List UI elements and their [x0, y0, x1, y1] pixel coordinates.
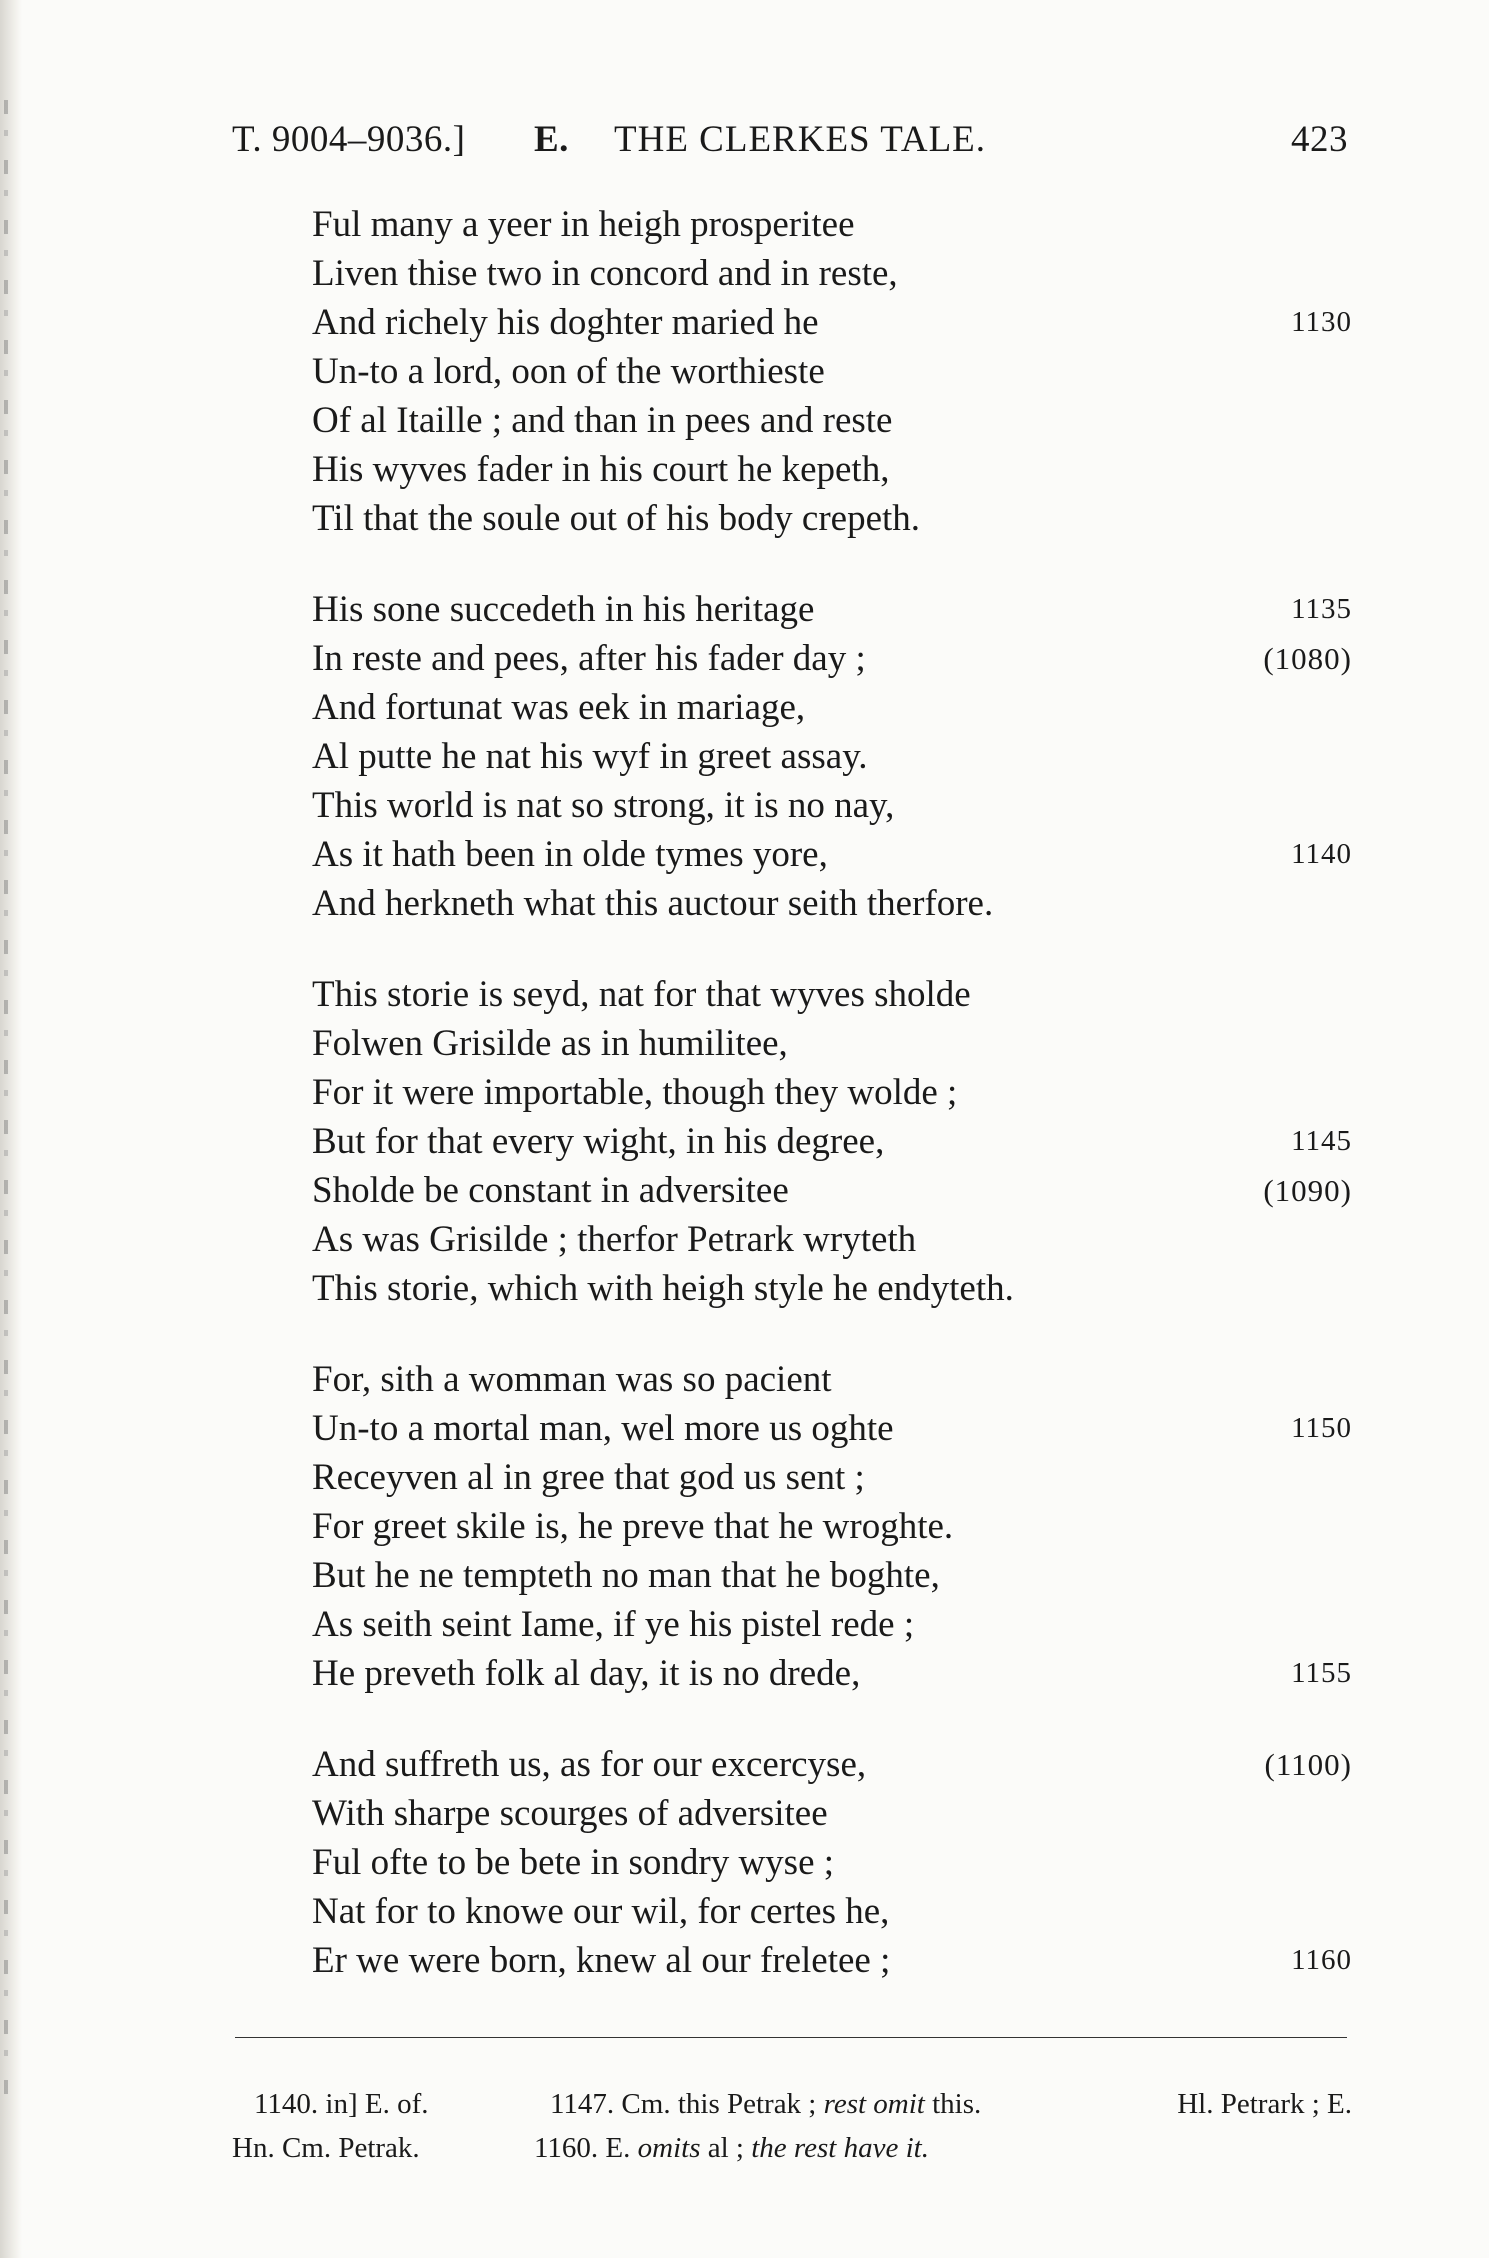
verse-text: As it hath been in olde tymes yore,	[312, 834, 828, 875]
verse-line	[312, 396, 1352, 445]
verse-line	[312, 1887, 1352, 1936]
line-number: (1100)	[1264, 1747, 1352, 1782]
verse-text: And fortunat was eek in mariage,	[312, 687, 806, 728]
verse-line	[312, 781, 1352, 830]
stanza	[312, 585, 1352, 928]
verse-line	[312, 494, 1352, 543]
verse-line	[312, 200, 1352, 249]
verse-text: With sharpe scourges of adversitee	[312, 1793, 828, 1834]
verse-text: Folwen Grisilde as in humilitee,	[312, 1023, 788, 1064]
note-1160-italic-omits: omits	[637, 2132, 701, 2164]
verse-text: Ful ofte to be bete in sondry wyse ;	[312, 1842, 835, 1883]
verse-line	[312, 1166, 1352, 1215]
note-1160-lead: 1160. E.	[534, 2132, 631, 2164]
verse-text: Of al Itaille ; and than in pees and reste	[312, 400, 893, 441]
verse-text: This storie, which with heigh style he endyteth.	[312, 1268, 1014, 1309]
verse-line	[312, 1264, 1352, 1313]
note-1140: 1140. in] E. of.	[254, 2088, 429, 2120]
verse-text: This storie is seyd, nat for that wyves sholde	[312, 974, 971, 1015]
verse-line	[312, 1215, 1352, 1264]
note-1147-hl: Hl. Petrark ; E.	[1177, 2088, 1352, 2120]
verse-text: This world is nat so strong, it is no nay,	[312, 785, 895, 826]
verse-text: But he ne tempteth no man that he boghte,	[312, 1555, 940, 1596]
verse-text: For it were importable, though they wolde ;	[312, 1072, 958, 1113]
line-number: (1090)	[1263, 1173, 1352, 1208]
header-siglum: E.	[534, 119, 569, 160]
verse-text: Al putte he nat his wyf in greet assay.	[312, 736, 868, 777]
line-number: 1155	[1291, 1657, 1352, 1689]
footnotes	[232, 2082, 1352, 2170]
verse-line	[312, 1453, 1352, 1502]
header-title: THE CLERKES TALE.	[614, 119, 987, 160]
line-number: (1080)	[1263, 641, 1352, 676]
verse-text: As was Grisilde ; therfor Petrark wryteth	[312, 1219, 917, 1260]
verse-text: His sone succedeth in his heritage	[312, 589, 815, 630]
verse-text: He preveth folk al day, it is no drede,	[312, 1653, 861, 1694]
footnote-rule	[235, 2037, 1347, 2038]
stanza	[312, 970, 1352, 1313]
verse-text: For greet skile is, he preve that he wroghte.	[312, 1506, 954, 1547]
verse-line	[312, 732, 1352, 781]
note-1160-mid: al ;	[707, 2132, 744, 2164]
verse-line	[312, 1355, 1352, 1404]
verse-text: For, sith a womman was so pacient	[312, 1359, 832, 1400]
verse-line	[312, 1404, 1352, 1453]
footnote-row	[232, 2082, 1352, 2126]
verse-line	[312, 879, 1352, 928]
verse-text: Un-to a lord, oon of the worthieste	[312, 351, 825, 392]
note-1147	[550, 2082, 981, 2126]
stanza	[312, 1355, 1352, 1698]
verse-line	[312, 1740, 1352, 1789]
verse-line	[312, 249, 1352, 298]
verse-text: But for that every wight, in his degree,	[312, 1121, 885, 1162]
verse-text: Ful many a yeer in heigh prosperitee	[312, 204, 855, 245]
verse-line	[312, 347, 1352, 396]
line-number: 1145	[1291, 1125, 1352, 1157]
note-1147-lead: 1147. Cm. this Petrak ;	[550, 2088, 817, 2120]
verse-line	[312, 1789, 1352, 1838]
verse-line	[312, 1838, 1352, 1887]
verse-line	[312, 585, 1352, 634]
verse-line	[312, 1600, 1352, 1649]
verse-text: Til that the soule out of his body crepeth.	[312, 498, 921, 539]
verse-text: And herkneth what this auctour seith therfore.	[312, 883, 994, 924]
verse-line	[312, 1117, 1352, 1166]
line-number: 1160	[1291, 1944, 1352, 1976]
verse-text: Er we were born, knew al our freletee ;	[312, 1940, 891, 1981]
running-header	[232, 118, 1348, 174]
verse-text: Sholde be constant in adversitee	[312, 1170, 789, 1211]
note-1147-italic: rest omit	[823, 2088, 925, 2120]
poem-text	[312, 200, 1352, 2027]
verse-line	[312, 1068, 1352, 1117]
note-1160	[534, 2126, 929, 2170]
verse-text: Receyven al in gree that god us sent ;	[312, 1457, 865, 1498]
verse-line	[312, 634, 1352, 683]
note-1160-italic-rest: the rest have it.	[751, 2132, 929, 2164]
verse-line	[312, 1019, 1352, 1068]
verse-text: Liven thise two in concord and in reste,	[312, 253, 898, 294]
verse-line	[312, 1936, 1352, 1985]
verse-text: In reste and pees, after his fader day ;	[312, 638, 866, 679]
verse-line	[312, 1502, 1352, 1551]
verse-line	[312, 970, 1352, 1019]
verse-line	[312, 445, 1352, 494]
verse-text: And richely his doghter maried he	[312, 302, 819, 343]
verse-line	[312, 830, 1352, 879]
verse-text: Un-to a mortal man, wel more us oghte	[312, 1408, 894, 1449]
verse-line	[312, 298, 1352, 347]
binding-edge	[0, 0, 22, 2258]
line-number: 1135	[1291, 593, 1352, 625]
page-number: 423	[1291, 119, 1348, 160]
stanza	[312, 200, 1352, 543]
stanza	[312, 1740, 1352, 1985]
verse-text: His wyves fader in his court he kepeth,	[312, 449, 890, 490]
verse-text: And suffreth us, as for our excercyse,	[312, 1744, 867, 1785]
verse-line	[312, 1551, 1352, 1600]
verse-text: As seith seint Iame, if ye his pistel rede ;	[312, 1604, 915, 1645]
verse-line	[312, 683, 1352, 732]
line-number: 1130	[1291, 306, 1352, 338]
note-1140-cont: Hn. Cm. Petrak.	[232, 2132, 420, 2164]
verse-line	[312, 1649, 1352, 1698]
verse-text: Nat for to knowe our wil, for certes he,	[312, 1891, 890, 1932]
header-line-range: T. 9004–9036.]	[232, 119, 466, 160]
line-number: 1140	[1291, 838, 1352, 870]
line-number: 1150	[1291, 1412, 1352, 1444]
note-1147-tail: this.	[932, 2088, 982, 2120]
footnote-row	[232, 2126, 1352, 2170]
